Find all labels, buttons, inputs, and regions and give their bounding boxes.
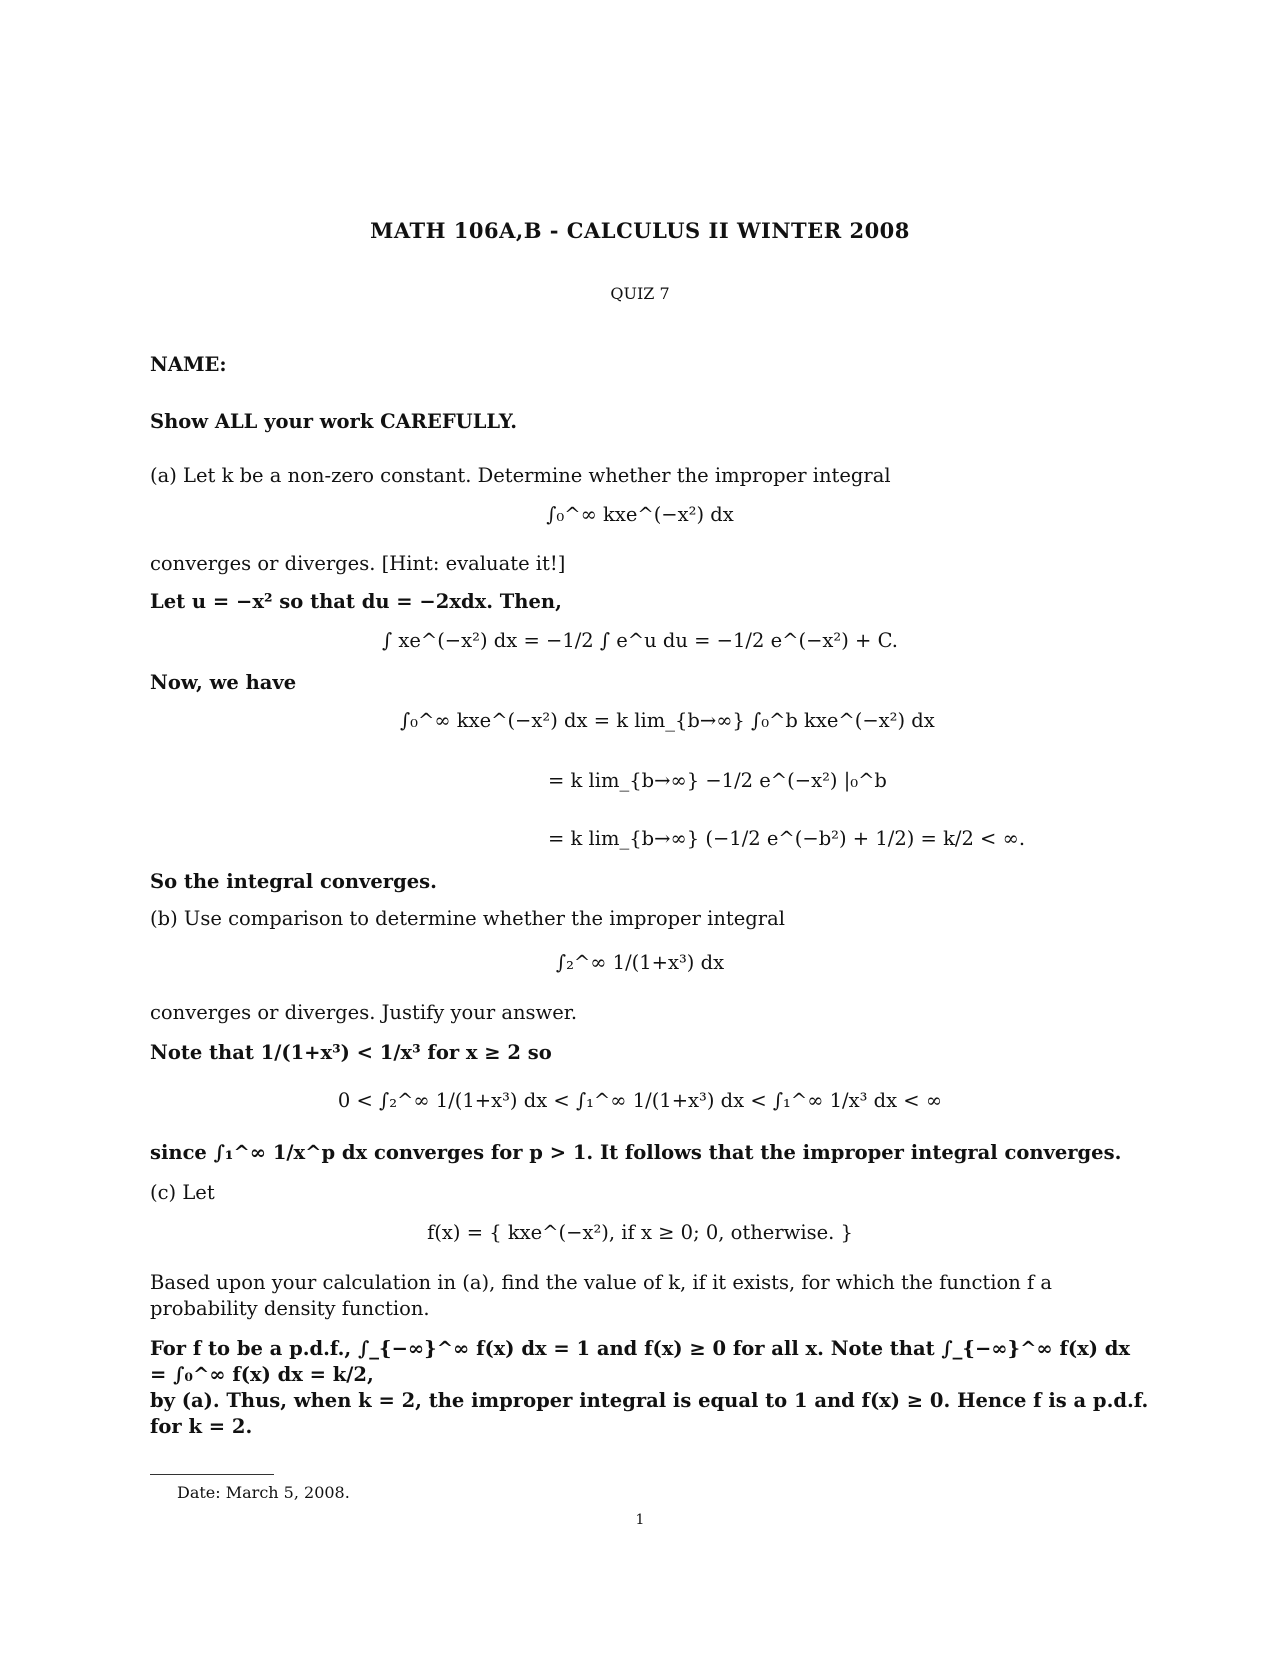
- part-b-conclusion: since ∫₁^∞ 1/x^p dx converges for p > 1. It follows that the improper integral converges.: [150, 1141, 1122, 1164]
- part-a-prompt-2: converges or diverges. [Hint: evaluate it!]: [150, 552, 566, 575]
- part-b-comparison-chain: 0 < ∫₂^∞ 1/(1+x³) dx < ∫₁^∞ 1/(1+x³) dx < ∫₁^∞ 1/x³ dx < ∞: [337, 1089, 943, 1112]
- part-a-step-2: = k lim_{b→∞} −1/2 e^(−x²) |₀^b: [548, 769, 887, 792]
- footnote-rule: [150, 1474, 274, 1475]
- part-b-integral: ∫₂^∞ 1/(1+x³) dx: [555, 951, 725, 974]
- part-a-conclusion: So the integral converges.: [150, 870, 437, 893]
- footnote-date: Date: March 5, 2008.: [177, 1483, 350, 1502]
- quiz-label: QUIZ 7: [610, 284, 670, 303]
- part-b-note: Note that 1/(1+x³) < 1/x³ for x ≥ 2 so: [150, 1041, 552, 1064]
- part-a-step-3: = k lim_{b→∞} (−1/2 e^(−b²) + 1/2) = k/2 < ∞.: [548, 827, 1026, 850]
- part-a-integral: ∫₀^∞ kxe^(−x²) dx: [546, 503, 734, 526]
- part-a-now: Now, we have: [150, 671, 297, 694]
- part-c-piecewise: f(x) = { kxe^(−x²), if x ≥ 0; 0, otherwise. }: [427, 1221, 853, 1244]
- part-b-prompt-2: converges or diverges. Justify your answer.: [150, 1001, 578, 1024]
- part-a-step-1: ∫₀^∞ kxe^(−x²) dx = k lim_{b→∞} ∫₀^b kxe^(−x²) dx: [400, 709, 935, 732]
- part-c-solution-3: for k = 2.: [150, 1415, 253, 1438]
- page-number: 1: [635, 1512, 645, 1528]
- part-c-solution-2: by (a). Thus, when k = 2, the improper integral is equal to 1 and f(x) ≥ 0. Hence f is a p.d.f.: [150, 1389, 1149, 1412]
- part-c-intro: (c) Let: [150, 1181, 215, 1204]
- part-a-substitution: Let u = −x² so that du = −2xdx. Then,: [150, 590, 562, 613]
- part-c-solution-1: For f to be a p.d.f., ∫_{−∞}^∞ f(x) dx = 1 and f(x) ≥ 0 for all x. Note that ∫_{−∞}^∞ f(x) dx = ∫₀^∞ f(x) dx = k/2,: [150, 1337, 1130, 1386]
- part-c-prompt: Based upon your calculation in (a), find the value of k, if it exists, for which the function f a probability density function.: [150, 1271, 1052, 1320]
- part-a-prompt-1: (a) Let k be a non-zero constant. Determine whether the improper integral: [150, 464, 891, 487]
- course-title: MATH 106A,B - CALCULUS II WINTER 2008: [370, 218, 910, 243]
- instructions: Show ALL your work CAREFULLY.: [150, 410, 518, 433]
- part-b-prompt-1: (b) Use comparison to determine whether the improper integral: [150, 907, 785, 930]
- name-label: NAME:: [150, 353, 227, 376]
- part-a-antiderivative: ∫ xe^(−x²) dx = −1/2 ∫ e^u du = −1/2 e^(−x²) + C.: [381, 629, 899, 652]
